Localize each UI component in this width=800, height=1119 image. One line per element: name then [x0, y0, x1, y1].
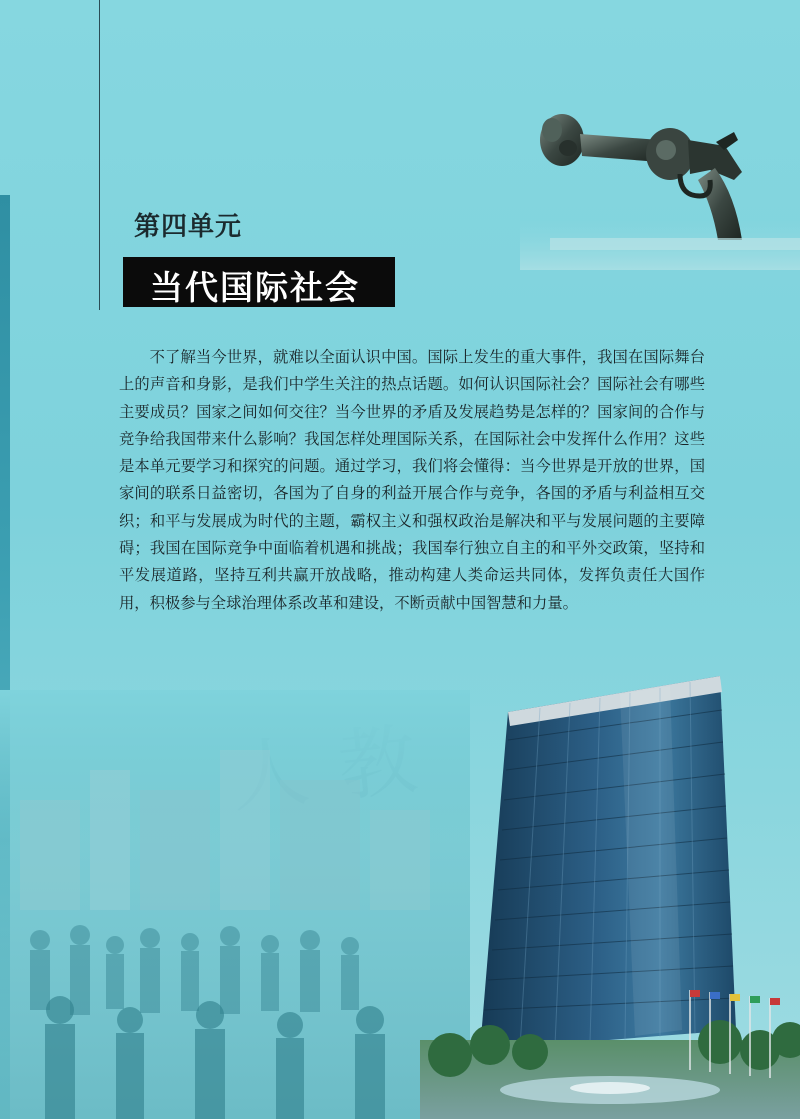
unit-title: 当代国际社会	[150, 268, 360, 307]
un-headquarters-image	[420, 670, 800, 1119]
vertical-rule	[99, 0, 100, 310]
intro-paragraph: 不了解当今世界，就难以全面认识中国。国际上发生的重大事件，我国在国际舞台上的声音和身影，是我们中学生关注的热点话题。如何认识国际社会？国际社会有哪些主要成员？国家之间如何交往？当今世界的矛盾及发展趋势是怎样的？国家间的合作与竞争给我国带来什么影响？我国怎样处理国际关系，在国际社会中发挥什么作用？这些是本单元要学习和探究的问题。通过学习，我们将会懂得：当今世界是开放的世界，国家间的联系日益密切，各国为了自身的利益开展合作与竞争，各国的矛盾与利益相互交织；和平与发展成为时代的主题，霸权主义和强权政治是解决和平与发展问题的主要障碍；我国在国际竞争中面临着机遇和挑战；我国奉行独立自主的和平外交政策，坚持和平发展道路，坚持互利共赢开放战略，推动构建人类命运共同体，发挥负责任大国作用，积极参与全球治理体系改革和建设，不断贡献中国智慧和力量。	[119, 348, 705, 612]
unit-label: 第四单元	[134, 212, 243, 242]
crowd-photo-image	[0, 690, 470, 1119]
knotted-gun-sculpture-image	[520, 100, 800, 270]
